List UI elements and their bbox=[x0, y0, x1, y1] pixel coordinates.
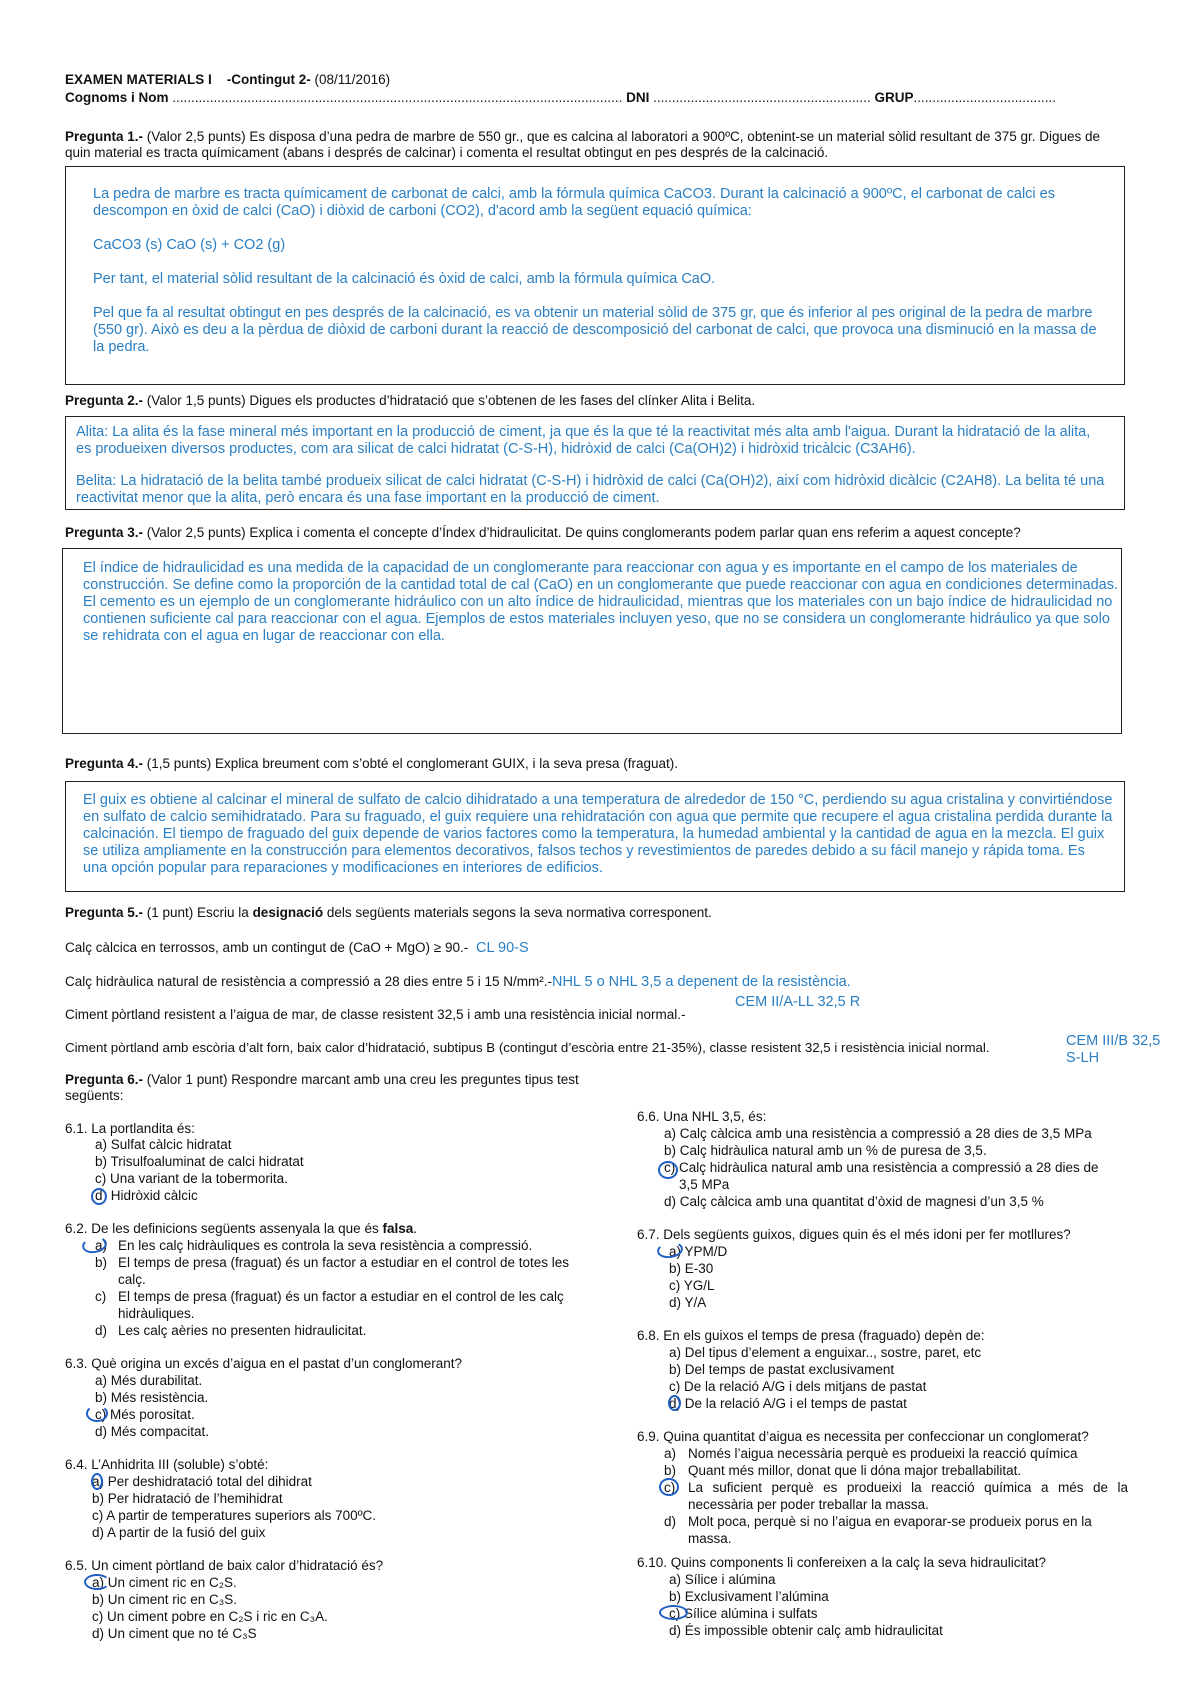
q6-9-option-d-letter[interactable]: d) bbox=[664, 1514, 677, 1529]
answer-1-p4: Pel que fa al resultat obtingut en pes després de la calcinació, es va obtenir un material sòlid de 375 gr, que és inferior al pes original de la pedra de marbre (550 gr). Això es deu a la pèrdua de diòxid de carboni durant la reacció de descomposició del carbonat de calci, que provoca una disminució en la massa de la pedra. bbox=[93, 305, 1097, 355]
q6-4-option-c[interactable]: c) A partir de temperatures superiors als 700ºC. bbox=[92, 1508, 377, 1523]
question-5-text-a: (1 punt) Escriu la bbox=[143, 905, 253, 920]
q6-8-option-d[interactable]: d) De la relació A/G i el temps de pastat bbox=[669, 1396, 907, 1411]
q6-7-option-b[interactable]: b) E-30 bbox=[669, 1261, 714, 1276]
student-fields bbox=[65, 89, 1056, 107]
selection-circle-mark bbox=[86, 1405, 108, 1422]
q6-2-question bbox=[65, 1221, 417, 1238]
q6-7-option-d[interactable]: d) Y/A bbox=[669, 1295, 707, 1310]
question-3-title: Pregunta 3.- bbox=[65, 525, 144, 540]
question-6-text: (Valor 1 punt) Respondre marcant amb una creu les preguntes tipus test següents: bbox=[65, 1072, 579, 1103]
q6-3-option-a[interactable]: a) Més durabilitat. bbox=[95, 1373, 203, 1388]
selection-circle-mark bbox=[659, 1605, 688, 1620]
question-5-title: Pregunta 5.- bbox=[65, 905, 144, 920]
q5-item-2-question: Calç hidràulica natural de resistència a compressió a 28 dies entre 5 i 15 N/mm².- bbox=[65, 974, 552, 989]
q6-2-option-c-letter[interactable]: c) bbox=[95, 1289, 107, 1304]
q6-9-option-c-letter[interactable]: c) bbox=[664, 1480, 676, 1495]
q6-6-question: 6.6. Una NHL 3,5, és: bbox=[637, 1109, 767, 1124]
selection-circle-mark bbox=[658, 1161, 678, 1179]
question-1-text: (Valor 2,5 punts) Es disposa d’una pedra de marbre de 550 gr., que es calcina al laboratori a 900ºC, obtenint-se un material sòlid resultant de 375 gr. Digues de quin material es tracta químicament (abans i després de calcinar) i comenta el resultat obtingut en pes després de la calcinació. bbox=[65, 129, 1101, 160]
q6-2-option-c-text[interactable]: El temps de presa (fraguat) és un factor a estudiar en el control de les calç hidràuliques. bbox=[118, 1289, 564, 1321]
q6-10-option-b[interactable]: b) Exclusivament l’alúmina bbox=[669, 1589, 829, 1604]
q6-7-option-c[interactable]: c) YG/L bbox=[669, 1278, 715, 1293]
grup-field[interactable]: ...................................... bbox=[913, 90, 1056, 105]
answer-2-p2: Belita: La hidratació de la belita també produeix silicat de calci hidratat (C-S-H) i hidròxid de calci (Ca(OH)2), així com hidròxid dicàlcic (C2AH8). La belita té una reactivitat menor que la alita, però encara és una fase important en la producció de ciment. bbox=[76, 473, 1105, 506]
q6-2-option-d-letter[interactable]: d) bbox=[95, 1323, 108, 1338]
question-3 bbox=[65, 525, 1165, 541]
q6-10-question: 6.10. Quins components li confereixen a la calç la seva hidraulicitat? bbox=[637, 1555, 1046, 1570]
selection-circle-mark bbox=[84, 1574, 110, 1590]
q6-9-question: 6.9. Quina quantitat d’aigua es necessita per confeccionar un conglomerat? bbox=[637, 1429, 1089, 1444]
q6-8-question: 6.8. En els guixos el temps de presa (fraguado) depèn de: bbox=[637, 1328, 985, 1343]
q6-10-option-d[interactable]: d) És impossible obtenir calç amb hidraulicitat bbox=[669, 1623, 943, 1638]
q6-4-option-a[interactable]: a) Per deshidratació total del dihidrat bbox=[92, 1474, 312, 1489]
q6-2-question-a: 6.2. De les definicions següents assenyala la que és bbox=[65, 1221, 383, 1236]
q5-item-1 bbox=[65, 940, 529, 956]
question-5-text-b: dels següents materials segons la seva normativa corresponent. bbox=[323, 905, 712, 920]
q6-6-option-c[interactable]: c) Calç hidràulica natural amb una resistència a compressió a 28 dies de bbox=[664, 1160, 1099, 1175]
q6-4-question: 6.4. L’Anhidrita III (soluble) s’obté: bbox=[65, 1457, 269, 1472]
q6-6-option-a[interactable]: a) Calç càlcica amb una resistència a compressió a 28 dies de 3,5 MPa bbox=[664, 1126, 1092, 1141]
q6-2-option-b-text[interactable]: El temps de presa (fraguat) és un factor a estudiar en el control de totes les calç. bbox=[118, 1255, 569, 1287]
question-4-title: Pregunta 4.- bbox=[65, 756, 144, 771]
q5-item-4-answer-line2: S-LH bbox=[1066, 1050, 1100, 1066]
answer-1-text bbox=[93, 186, 1103, 356]
answer-1-p3: Per tant, el material sòlid resultant de la calcinació és òxid de calci, amb la fórmula química CaO. bbox=[93, 271, 716, 287]
q6-2-option-b-letter[interactable]: b) bbox=[95, 1255, 108, 1270]
dni-label: DNI bbox=[626, 90, 650, 105]
q6-10-option-a[interactable]: a) Sílice i alúmina bbox=[669, 1572, 776, 1587]
exam-content: -Contingut 2- bbox=[226, 72, 311, 87]
q6-2-option-a-text[interactable]: En les calç hidràuliques es controla la seva resistència a compressió. bbox=[118, 1238, 533, 1253]
q6-6-option-b[interactable]: b) Calç hidràulica natural amb un % de puresa de 3,5. bbox=[664, 1143, 987, 1158]
answer-1-p2: CaCO3 (s) CaO (s) + CO2 (g) bbox=[93, 237, 286, 253]
q6-2-question-bold: falsa bbox=[382, 1221, 414, 1236]
dni-field[interactable]: .......................................................... bbox=[653, 90, 871, 105]
q6-5-option-c[interactable]: c) Un ciment pobre en C₂S i ric en C₃A. bbox=[92, 1609, 328, 1624]
q5-item-3-answer: CEM II/A-LL 32,5 R bbox=[735, 994, 861, 1010]
q6-5-question: 6.5. Un ciment pòrtland de baix calor d’hidratació és? bbox=[65, 1558, 384, 1573]
q5-item-2 bbox=[65, 974, 851, 990]
q6-6-option-c-cont[interactable]: 3,5 MPa bbox=[679, 1177, 730, 1192]
q6-2-option-d-text[interactable]: Les calç aèries no presenten hidraulicitat. bbox=[118, 1323, 367, 1338]
q6-3-option-b[interactable]: b) Més resistència. bbox=[95, 1390, 209, 1405]
q6-4-option-d[interactable]: d) A partir de la fusió del guix bbox=[92, 1525, 266, 1540]
q6-3-question: 6.3. Què origina un excés d’aigua en el pastat d’un conglomerant? bbox=[65, 1356, 463, 1371]
question-5 bbox=[65, 905, 1125, 921]
q6-3-option-c[interactable]: c) Més porositat. bbox=[95, 1407, 195, 1422]
answer-4-text: El guix es obtiene al calcinar el mineral de sulfato de calcio dihidratado a una temperatura de alrededor de 150 °C, perdiendo su agua cristalina y convirtiéndose en sulfato de calcio semihidratado. Para su fraguado, el guix requiere una rehidratación con agua que permite que recupere el agua cristalina perdida durante la calcinación. El tiempo de fraguado del guix depende de varios factores como la temperatura, la humedad ambiental y la cantidad de agua en la mezcla. El guix se utiliza ampliamente en la construcción para elementos decorativos, falsos techos y revestimientos de paredes debido a su fácil manejo y rápida toma. Es una opción popular para reparaciones y modificaciones en interiores de edificios. bbox=[83, 792, 1113, 876]
q6-8-option-a[interactable]: a) Del tipus d’element a enguixar.., sostre, paret, etc bbox=[669, 1345, 982, 1360]
question-2 bbox=[65, 393, 1125, 409]
q6-9-option-b-text[interactable]: Quant més millor, donat que li dóna major treballabilitat. bbox=[688, 1463, 1022, 1478]
question-4 bbox=[65, 756, 1125, 772]
q6-5-option-b[interactable]: b) Un ciment ric en C₃S. bbox=[92, 1592, 238, 1607]
q5-item-2-answer: NHL 5 o NHL 3,5 a depenent de la resistència. bbox=[551, 974, 851, 990]
q6-9-option-c-text[interactable]: La suficient perquè es produeixi la reacció química a més de la necessària per poder treballar la massa. bbox=[688, 1480, 1128, 1512]
q6-2-option-a-letter[interactable]: a) bbox=[95, 1238, 108, 1253]
q5-item-4-answer-line1: CEM III/B 32,5 bbox=[1066, 1033, 1161, 1049]
q6-9-option-a-text[interactable]: Només l’aigua necessària perquè es produeixi la reacció química bbox=[688, 1446, 1078, 1461]
selection-circle-mark bbox=[91, 1188, 107, 1205]
q6-10-option-c[interactable]: c) Sílice alúmina i sulfats bbox=[669, 1606, 818, 1621]
q6-1-question: 6.1. La portlandita és: bbox=[65, 1121, 195, 1136]
question-1 bbox=[65, 129, 1125, 161]
question-2-title: Pregunta 2.- bbox=[65, 393, 144, 408]
name-field[interactable]: ........................................................................................................................ bbox=[172, 90, 623, 105]
question-6-title: Pregunta 6.- bbox=[65, 1072, 144, 1087]
q6-3-option-d[interactable]: d) Més compacitat. bbox=[95, 1424, 210, 1439]
q5-item-1-question: Calç càlcica en terrossos, amb un contingut de (CaO + MgO) ≥ 90.- bbox=[65, 940, 469, 955]
selection-circle-mark bbox=[668, 1395, 681, 1411]
q6-9-option-d-text[interactable]: Molt poca, perquè si no l’aigua en evaporar-se produeix porus en la massa. bbox=[688, 1514, 1092, 1546]
q5-item-1-answer: CL 90-S bbox=[475, 940, 529, 956]
answer-3-text: El índice de hidraulicidad es una medida de la capacidad de un conglomerante para reaccionar con agua y es importante en el campo de los materiales de construcción. Se define como la proporción de la cantidad total de cal (CaO) en un conglomerante que puede reaccionar con agua en condiciones determinadas. El cemento es un ejemplo de un conglomerante hidráulico con un alto índice de hidraulicidad, mientras que los materiales con un bajo índice de hidraulicidad no contienen suficiente cal para reaccionar con el agua. Ejemplos de estos materiales incluyen yeso, que no se considera un conglomerante hidráulico ya que solo se rehidrata con el agua en lugar de reaccionar con ella. bbox=[83, 560, 1118, 644]
question-1-title: Pregunta 1.- bbox=[65, 129, 144, 144]
q6-7-question: 6.7. Dels següents guixos, digues quin és el més idoni per fer motllures? bbox=[637, 1227, 1071, 1242]
q6-9-option-b-letter[interactable]: b) bbox=[664, 1463, 677, 1478]
q6-1-option-c[interactable]: c) Una variant de la tobermorita. bbox=[95, 1171, 288, 1186]
q6-5-option-a[interactable]: a) Un ciment ric en C₂S. bbox=[92, 1575, 237, 1590]
q6-8-option-b[interactable]: b) Del temps de pastat exclusivament bbox=[669, 1362, 895, 1377]
name-label: Cognoms i Nom bbox=[65, 90, 169, 105]
question-4-text: (1,5 punts) Explica breument com s’obté el conglomerant GUIX, i la seva presa (fraguat). bbox=[143, 756, 679, 771]
question-6 bbox=[65, 1072, 605, 1104]
q6-5-option-d[interactable]: d) Un ciment que no té C₃S bbox=[92, 1626, 257, 1641]
answer-2-text bbox=[76, 424, 1106, 507]
q6-7-option-a[interactable]: a) YPM/D bbox=[669, 1244, 728, 1259]
exam-date: (08/11/2016) bbox=[314, 72, 391, 87]
answer-1-p1: La pedra de marbre es tracta químicament de carbonat de calci, amb la fórmula química CaCO3. Durant la calcinació a 900ºC, el carbonat de calci es descompon en òxid de calci (CaO) i diòxid de carboni (CO2), d'acord amb la següent equació química: bbox=[93, 186, 1055, 219]
q6-4-option-b[interactable]: b) Per hidratació de l’hemihidrat bbox=[92, 1491, 283, 1506]
grup-label: GRUP bbox=[874, 90, 914, 105]
exam-title-line bbox=[65, 71, 1056, 89]
answer-2-p1: Alita: La alita és la fase mineral més important en la producció de ciment, ja que és la que té la reactivitat més alta amb l'aigua. Durant la hidratació de la alita, es produeixen diversos productes, com ara silicat de calci hidratat (C-S-H), hidròxid de calci (Ca(OH)2) i hidròxid tricàlcic (C3AH6). bbox=[76, 424, 1091, 457]
q5-item-4-question: Ciment pòrtland amb escòria d’alt forn, baix calor d’hidratació, subtipus B (contingut d’escòria entre 21-35%), classe resistent 32,5 i resistència inicial normal. bbox=[65, 1040, 990, 1055]
question-5-text-bold: designació bbox=[252, 905, 324, 920]
q6-1-option-d[interactable]: d) Hidròxid càlcic bbox=[95, 1188, 198, 1203]
q6-1-option-a[interactable]: a) Sulfat càlcic hidratat bbox=[95, 1137, 232, 1152]
q6-6-option-d[interactable]: d) Calç càlcica amb una quantitat d’òxid de magnesi d’un 3,5 % bbox=[664, 1194, 1044, 1209]
selection-circle-mark bbox=[659, 1478, 679, 1496]
q6-9-option-a-letter[interactable]: a) bbox=[664, 1446, 677, 1461]
selection-circle-mark bbox=[91, 1473, 103, 1490]
q6-8-option-c[interactable]: c) De la relació A/G i dels mitjans de pastat bbox=[669, 1379, 927, 1394]
question-2-text: (Valor 1,5 punts) Digues els productes d’hidratació que s’obtenen de les fases del clínker Alita i Belita. bbox=[143, 393, 756, 408]
exam-header bbox=[65, 71, 1056, 107]
q6-2-question-b: . bbox=[413, 1221, 417, 1236]
q5-item-4-answer bbox=[1066, 1033, 1160, 1067]
q5-item-3-question: Ciment pòrtland resistent a l’aigua de mar, de classe resistent 32,5 i amb una resistència inicial normal.- bbox=[65, 1007, 686, 1022]
question-3-text: (Valor 2,5 punts) Explica i comenta el concepte d’Índex d’hidraulicitat. De quins conglomerants podem parlar quan ens referim a aquest concepte? bbox=[143, 525, 1021, 540]
q6-1-option-b[interactable]: b) Trisulfoaluminat de calci hidratat bbox=[95, 1154, 304, 1169]
exam-title: EXAMEN MATERIALS I bbox=[65, 72, 212, 87]
